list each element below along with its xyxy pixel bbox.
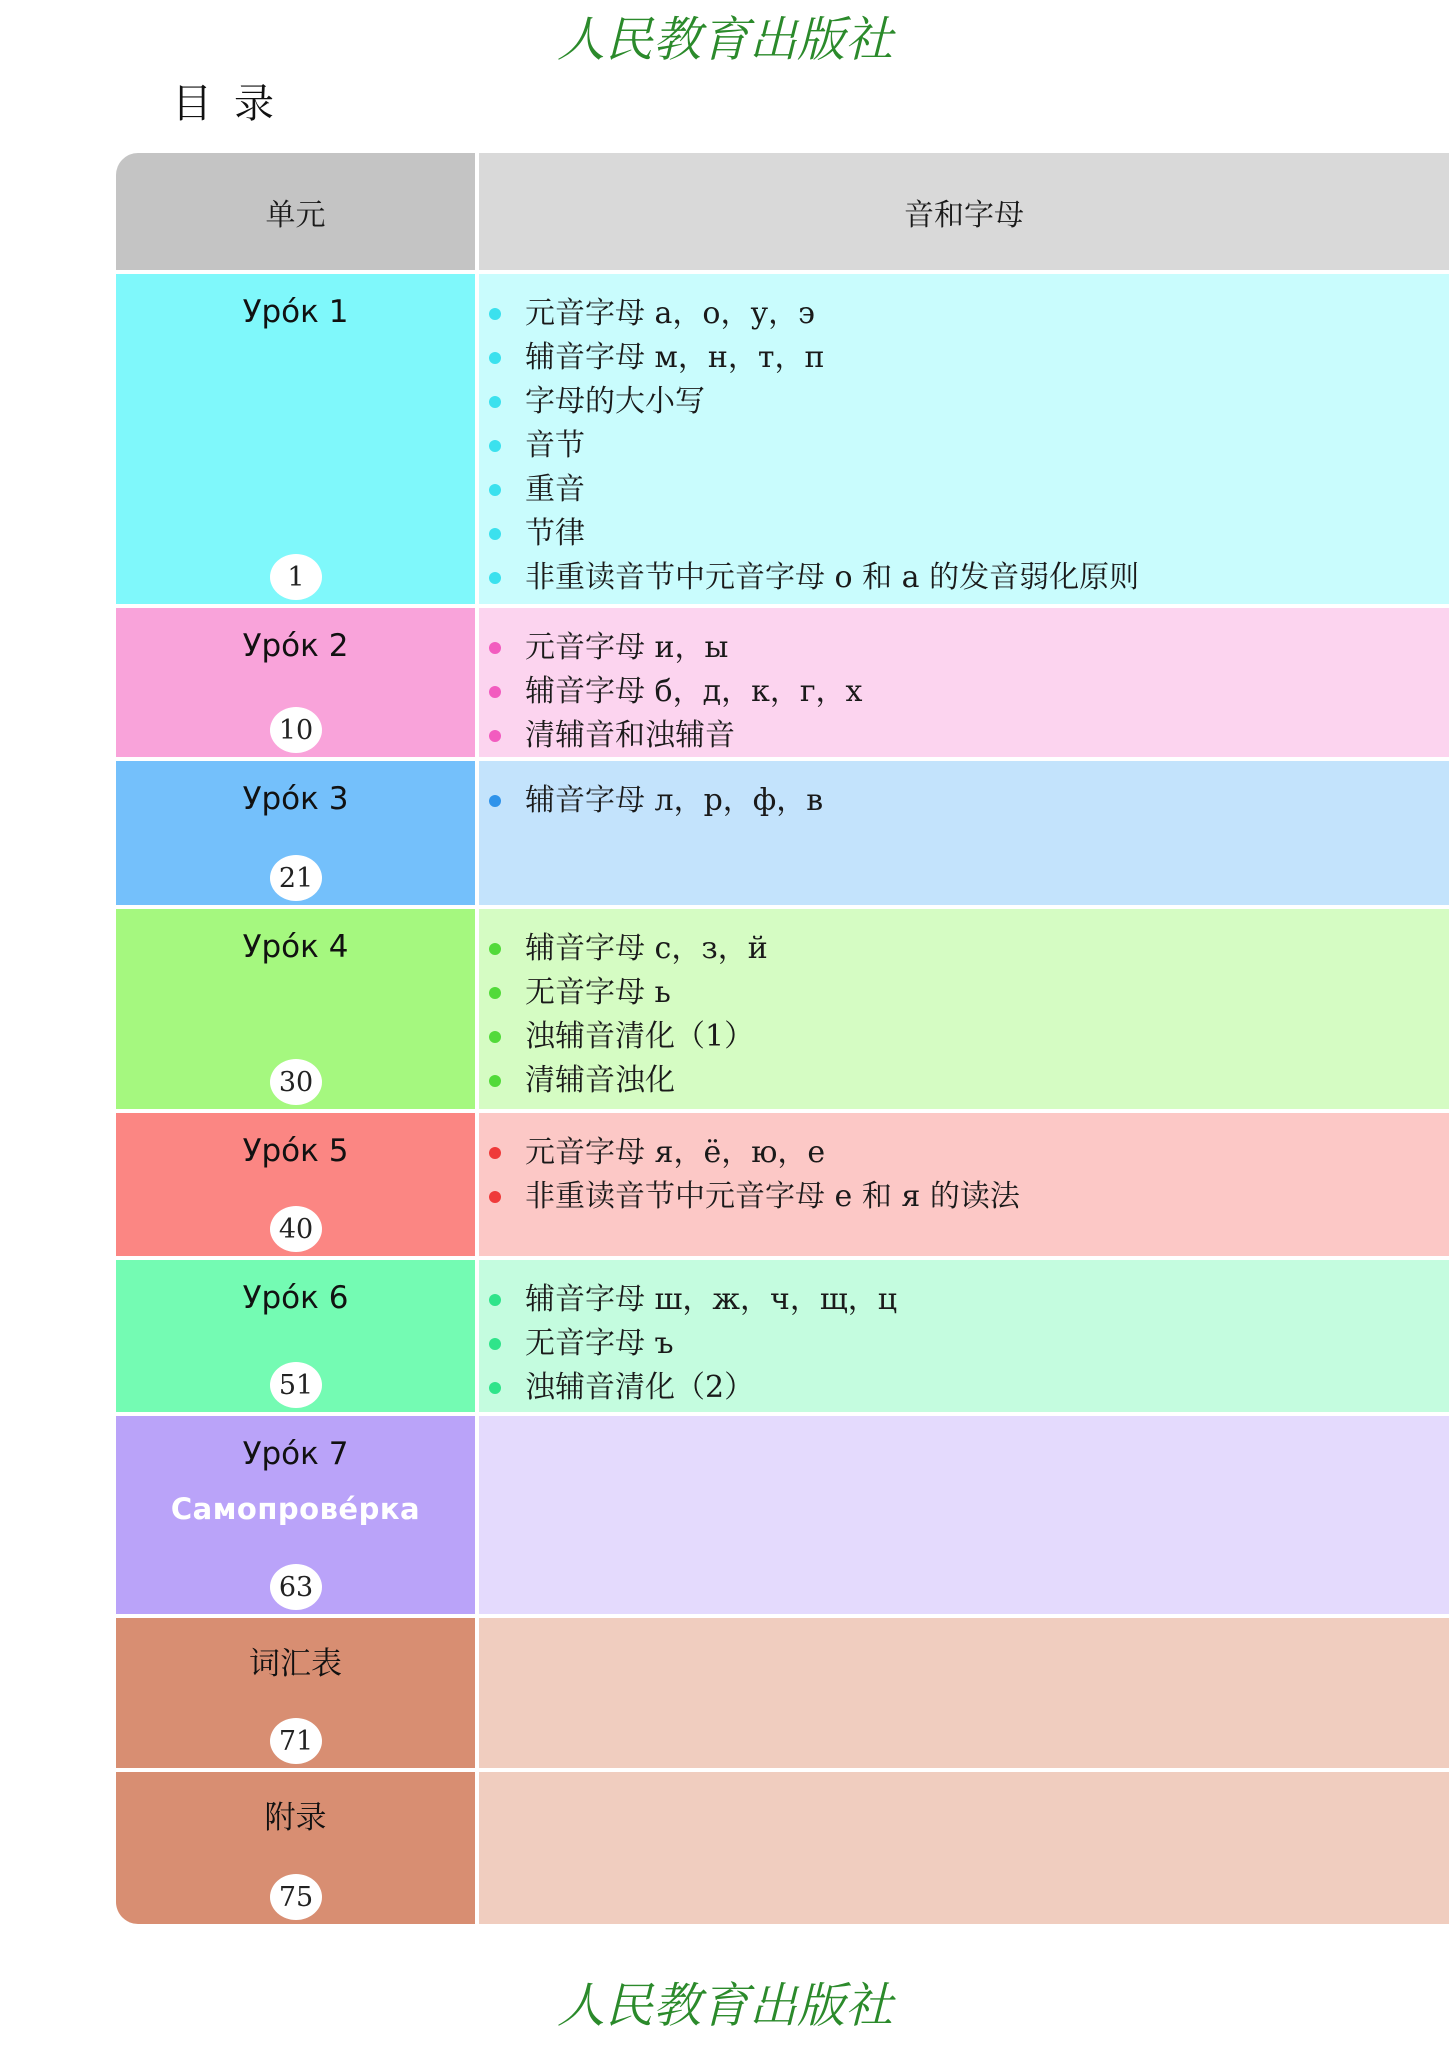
unit-title: 附录	[264, 1800, 327, 1836]
topics-cell	[479, 909, 1449, 1109]
bullet-dot-icon	[489, 308, 501, 320]
header-topics: 音和字母	[479, 153, 1449, 270]
topic-text: 元音字母 и，ы	[525, 630, 729, 665]
unit-title: Урóк 2	[242, 628, 349, 664]
topic-text: 重音	[525, 472, 585, 507]
bullet-dot-icon	[489, 528, 501, 540]
bullet-dot-icon	[489, 572, 501, 584]
topics-cell	[479, 761, 1449, 905]
topic-item[interactable]	[479, 1322, 1449, 1366]
topic-item[interactable]	[479, 714, 1449, 758]
toc-row	[116, 1109, 1449, 1256]
unit-title: Урóк 7	[242, 1436, 349, 1472]
bullet-dot-icon	[489, 1075, 501, 1087]
page-number-badge[interactable]: 75	[270, 1874, 322, 1920]
topic-text: 辅音字母 ш，ж，ч，щ，ц	[525, 1282, 898, 1317]
toc-row	[116, 604, 1449, 757]
topic-text: 非重读音节中元音字母 е 和 я 的读法	[525, 1179, 1020, 1214]
topic-item[interactable]	[479, 1059, 1449, 1103]
publisher-calligraphy-logo	[515, 1972, 935, 2042]
topics-cell	[479, 1113, 1449, 1256]
unit-cell[interactable]	[116, 1260, 475, 1412]
bullet-dot-icon	[489, 943, 501, 955]
topic-text: 元音字母 а，о，у，э	[525, 296, 815, 331]
bullet-dot-icon	[489, 1382, 501, 1394]
toc-rows	[116, 270, 1449, 1924]
topic-text: 音节	[525, 428, 585, 463]
topic-item[interactable]	[479, 512, 1449, 556]
topic-item[interactable]	[479, 292, 1449, 336]
bullet-dot-icon	[489, 1031, 501, 1043]
unit-cell[interactable]	[116, 909, 475, 1109]
topics-cell	[479, 1618, 1449, 1768]
toc-header-row	[116, 153, 1449, 270]
topic-text: 浊辅音清化（2）	[525, 1370, 755, 1405]
bullet-dot-icon	[489, 1294, 501, 1306]
toc-row	[116, 1256, 1449, 1412]
bullet-dot-icon	[489, 1147, 501, 1159]
unit-cell[interactable]	[116, 1416, 475, 1614]
topic-item[interactable]	[479, 670, 1449, 714]
topic-item[interactable]	[479, 1366, 1449, 1410]
toc-row	[116, 757, 1449, 905]
publisher-logo-bottom	[0, 1972, 1449, 2042]
topic-item[interactable]	[479, 424, 1449, 468]
unit-title: Урóк 5	[242, 1133, 349, 1169]
page-number-badge[interactable]: 63	[270, 1564, 322, 1610]
topics-cell	[479, 1260, 1449, 1412]
bullet-dot-icon	[489, 686, 501, 698]
unit-title: Урóк 6	[242, 1280, 349, 1316]
bullet-dot-icon	[489, 1191, 501, 1203]
topic-text: 辅音字母 б，д，к，г，х	[525, 674, 863, 709]
bullet-dot-icon	[489, 730, 501, 742]
publisher-logo-top	[0, 6, 1449, 76]
topic-item[interactable]	[479, 336, 1449, 380]
topic-text: 无音字母 ь	[525, 975, 671, 1010]
unit-title: Урóк 4	[242, 929, 349, 965]
topic-item[interactable]	[479, 380, 1449, 424]
bullet-dot-icon	[489, 795, 501, 807]
topic-item[interactable]	[479, 1278, 1449, 1322]
topic-item[interactable]	[479, 556, 1449, 600]
topic-item[interactable]	[479, 1175, 1449, 1219]
topic-text: 非重读音节中元音字母 о 和 а 的发音弱化原则	[525, 560, 1140, 595]
publisher-calligraphy-logo	[515, 6, 935, 76]
unit-cell[interactable]	[116, 761, 475, 905]
topics-cell	[479, 1772, 1449, 1924]
unit-cell[interactable]	[116, 1618, 475, 1768]
toc-row	[116, 1412, 1449, 1614]
bullet-dot-icon	[489, 642, 501, 654]
topic-text: 无音字母 ъ	[525, 1326, 674, 1361]
bullet-dot-icon	[489, 484, 501, 496]
page-number-badge[interactable]: 10	[270, 707, 322, 753]
topic-item[interactable]	[479, 927, 1449, 971]
topic-text: 清辅音浊化	[525, 1063, 675, 1098]
unit-cell[interactable]	[116, 1772, 475, 1924]
bullet-dot-icon	[489, 987, 501, 999]
topic-item[interactable]	[479, 468, 1449, 512]
toc-row	[116, 1768, 1449, 1924]
unit-title: Урóк 1	[242, 294, 349, 330]
bullet-dot-icon	[489, 396, 501, 408]
topic-text: 字母的大小写	[525, 384, 705, 419]
unit-title: Урóк 3	[242, 781, 349, 817]
topic-text: 浊辅音清化（1）	[525, 1019, 755, 1054]
unit-cell[interactable]	[116, 608, 475, 757]
toc-row	[116, 270, 1449, 604]
topic-text: 辅音字母 с，з，й	[525, 931, 768, 966]
page-number-badge[interactable]: 1	[270, 554, 322, 600]
bullet-dot-icon	[489, 440, 501, 452]
unit-subtitle: Самопровéрка	[170, 1492, 421, 1526]
bullet-dot-icon	[489, 1338, 501, 1350]
topic-text: 辅音字母 м，н，т，п	[525, 340, 825, 375]
svg-text:人民教育出版社: 人民教育出版社	[556, 1978, 893, 2034]
topic-text: 辅音字母 л，р，ф，в	[525, 783, 824, 818]
table-of-contents	[116, 153, 1449, 1924]
page-number-badge[interactable]: 71	[270, 1718, 322, 1764]
topics-cell	[479, 274, 1449, 604]
svg-text:人民教育出版社: 人民教育出版社	[556, 12, 893, 68]
topic-item[interactable]	[479, 626, 1449, 670]
topic-item[interactable]	[479, 779, 1449, 823]
page-title: 目录	[172, 81, 296, 127]
unit-title: 词汇表	[249, 1646, 342, 1682]
bullet-dot-icon	[489, 352, 501, 364]
topic-item[interactable]	[479, 1015, 1449, 1059]
topics-cell	[479, 608, 1449, 757]
unit-cell[interactable]	[116, 274, 475, 604]
page-number-badge[interactable]: 51	[270, 1362, 322, 1408]
topic-item[interactable]	[479, 971, 1449, 1015]
unit-cell[interactable]	[116, 1113, 475, 1256]
header-unit: 单元	[116, 153, 475, 270]
toc-row	[116, 905, 1449, 1109]
topic-text: 元音字母 я，ё，ю，е	[525, 1135, 826, 1170]
topic-item[interactable]	[479, 1131, 1449, 1175]
topics-cell	[479, 1416, 1449, 1614]
page-number-badge[interactable]: 40	[270, 1206, 322, 1252]
page-number-badge[interactable]: 30	[270, 1059, 322, 1105]
page-number-badge[interactable]: 21	[270, 855, 322, 901]
topic-text: 节律	[525, 516, 585, 551]
toc-row	[116, 1614, 1449, 1768]
topic-text: 清辅音和浊辅音	[525, 718, 735, 753]
